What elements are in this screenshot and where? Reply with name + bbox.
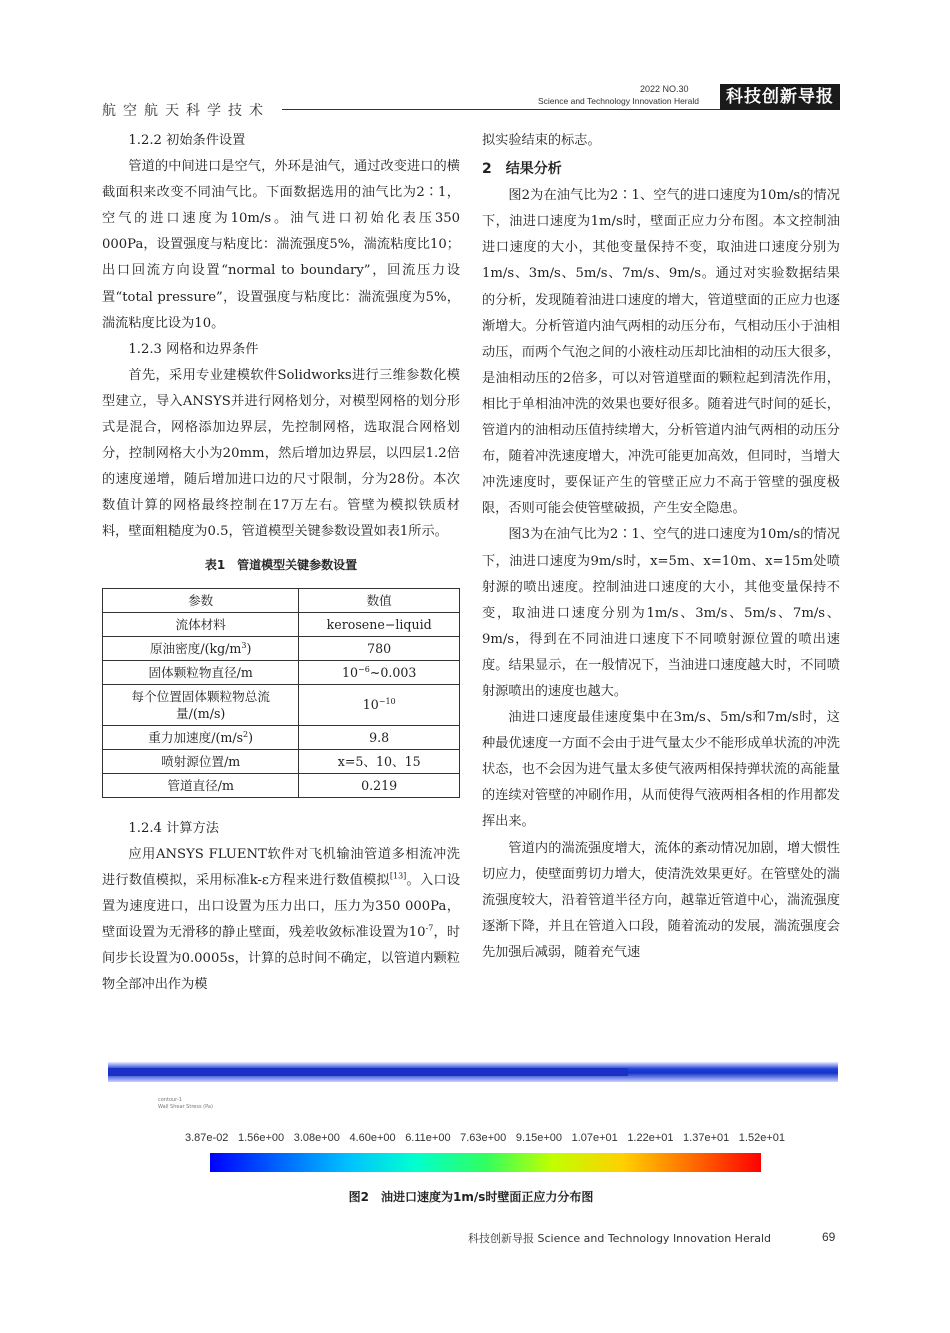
citation: [13]: [389, 871, 407, 881]
table-cell-value: [299, 684, 460, 725]
colorbar-tick: 9.15e+00: [515, 1132, 563, 1144]
method-text-b: 。入口设置为速度进口，出口设置为压力出口，压力为350 000Pa，壁面设置为无滑移的静止壁面，残差收敛标准设置为10: [102, 872, 461, 940]
colorbar-ticks: [185, 1132, 785, 1144]
method-text-a: 应用ANSYS FLUENT软件对飞机输油管道多相流冲洗进行数值模拟，采用标准k-ε方程来进行数值模拟: [102, 846, 460, 888]
table-row: [103, 612, 460, 636]
colorbar-tick: 6.11e+00: [405, 1132, 451, 1144]
colorbar: [210, 1153, 761, 1172]
footer-journal: 科技创新导报 Science and Technology Innovation Herald: [468, 1232, 772, 1245]
contour-variable-label: Wall Shear Stress (Pa): [158, 1104, 213, 1110]
paragraph-results-fig3: 图3为在油气比为2∶1、空气的进口速度为10m/s的情况下，油进口速度为9m/s时，x=5m、x=10m、x=15m处喷射源的喷出速度。控制油进口速度的大小，其他变量保持不变，取油进口速度分别为1m/s、3m/s、5m/s、7m/s、9m/s，得到在不同油进口速度下不同喷射源位置的喷出速度。结果显示，在一般情况下，当油进口速度越大时，不同喷射源喷出的速度也越大。: [482, 527, 840, 699]
table-cell-param: [103, 725, 299, 749]
param-superscript: 3: [241, 640, 247, 650]
value-base: 10: [341, 664, 358, 680]
left-column: [102, 128, 460, 998]
param-tail: ): [246, 640, 252, 656]
exponent: -7: [425, 923, 434, 933]
paragraph-mesh: 首先，采用专业建模软件Solidworks进行三维参数化模型建立，导入ANSYS并进行网格划分，对模型网格的划分形式是混合，网格添加边界层，先控制网格，选取混合网格划分，控制网格大小为20mm，然后增加边界层，以四层1.2倍的速度递增，随后增加进口边的尺寸限制，分为28份。本次数值计算的网格最终控制在17万左右。管壁为模拟铁质材料，壁面粗糙度为0.5，管道模型关键参数设置如表1所示。: [102, 367, 460, 540]
figure-2-caption: 图2 油进口速度为1m/s时壁面正应力分布图: [348, 1190, 594, 1204]
page-number: 69: [822, 1230, 836, 1244]
colorbar-tick: 1.22e+01: [627, 1132, 674, 1144]
table-row: [103, 636, 460, 660]
colorbar-tick: 1.07e+01: [571, 1132, 618, 1144]
table-cell-param: 固体颗粒物直径/m: [103, 660, 299, 684]
value-superscript: −6: [357, 664, 370, 674]
paragraph-results-fig2: 图2为在油气比为2∶1、空气的进口速度为10m/s的情况下，油进口速度为1m/s时，壁面正应力分布图。本文控制油进口速度的大小，其他变量保持不变，取油进口速度分别为1m/s、3m/s、5m/s、7m/s、9m/s。通过对实验数据结果的分析，发现随着油进口速度的增大，管道壁面的正应力也逐渐增大。分析管道内油气两相的动压分布，气相动压小于油相动压，而两个气泡之间的小液柱动压却比油相的动压大很多，是油相动压的2倍多，可以对管道壁面的颗粒起到清洗作用，相比于单相油冲洗的效果也要好很多。随着进气时间的延长，管道内的油相动压值持续增大，分析管道内油气两相的动压分布，随着冲洗速度增大，冲洗可能更加高效，但同时，当增大冲洗速度时，要保证产生的管壁正应力不高于管壁的强度极限，否则可能会使管壁破损，产生安全隐患。: [482, 188, 840, 517]
table-cell-value: 9.8: [299, 725, 460, 749]
param-tail: ): [248, 729, 254, 745]
table-cell-param: 每个位置固体颗粒物总流量/(m/s): [103, 684, 299, 725]
header-rule: [282, 109, 720, 110]
value-tail: ~0.003: [369, 664, 417, 680]
table-header-row: [103, 588, 460, 612]
pipe-contour-band: [108, 1068, 628, 1076]
journal-brand: 科技创新导报: [720, 84, 840, 110]
colorbar-tick: 3.87e-02: [185, 1132, 229, 1144]
table-header-value: 数值: [299, 588, 460, 612]
table-row: [103, 749, 460, 773]
colorbar-tick: 1.37e+01: [683, 1132, 730, 1144]
value-superscript: −10: [378, 696, 396, 706]
table-cell-param: 流体材料: [103, 612, 299, 636]
contour-label: contour-1: [158, 1097, 182, 1103]
table-cell-value: [299, 660, 460, 684]
table-cell-value: x=5、10、15: [299, 749, 460, 773]
issue-number: 2022 NO.30: [640, 84, 689, 94]
table-cell-param: 管道直径/m: [103, 773, 299, 797]
table-row: [103, 660, 460, 684]
table-cell-param: 喷射源位置/m: [103, 749, 299, 773]
parameter-table: [102, 588, 460, 798]
paragraph-initial-conditions: 管道的中间进口是空气，外环是油气，通过改变进口的横截面积来改变不同油气比。下面数据选用的油气比为2∶1，空气的进口速度为10m/s。油气进口初始化表压350 000Pa，设置强度与粘度比：湍流强度5%，湍流粘度比10；出口回流方向设置“normal to boundary”，回流压力设置“total pressure”，设置强度与粘度比：湍流强度为5%，湍流粘度比设为10。: [102, 159, 460, 331]
paragraph-turbulence: 管道内的湍流强度增大，流体的紊动情况加剧，增大惯性切应力，使壁面剪切力增大，使清洗效果更好。在管壁处的湍流强度较大，沿着管道半径方向，越靠近管道中心，湍流强度逐渐下降，并且在管道入口段，随着流动的发展，湍流强度会先加强后减弱，随着充气速: [482, 840, 840, 960]
paragraph-method: [102, 842, 460, 999]
right-column: [482, 128, 840, 966]
table-row: [103, 725, 460, 749]
running-head-section: 航空航天科学技术: [102, 103, 270, 119]
heading-1-2-4: 1.2.4 计算方法: [128, 820, 219, 836]
heading-1-2-3: 1.2.3 网格和边界条件: [128, 341, 259, 357]
table-row: [103, 773, 460, 797]
table-cell-param: [103, 636, 299, 660]
journal-name-en: Science and Technology Innovation Herald: [538, 96, 699, 106]
colorbar-tick: 4.60e+00: [349, 1132, 396, 1144]
paragraph-optimal-velocity: 油进口速度最佳速度集中在3m/s、5m/s和7m/s时，这种最优速度一方面不会由于进气量太少不能形成单状流的冲洗状态，也不会因为进气量太多使气液两相保持弹状流的高能量的连续对管壁的冲刷作用，从而使得气液两相各相的作用都发挥出来。: [482, 710, 840, 830]
param-text: 重力加速度/(m/s: [148, 729, 244, 745]
colorbar-tick: 1.56e+00: [237, 1132, 285, 1144]
table-cell-value: 780: [299, 636, 460, 660]
colorbar-tick: 7.63e+00: [460, 1132, 507, 1144]
table-header-param: 参数: [103, 588, 299, 612]
table-row: [103, 684, 460, 725]
param-text: 原油密度/(kg/m: [149, 640, 242, 656]
paragraph-continuation: 拟实验结束的标志。: [482, 133, 601, 148]
table-caption: 表1 管道模型关键参数设置: [204, 557, 358, 572]
param-superscript: 2: [243, 729, 249, 739]
section-2-heading: 2 结果分析: [482, 161, 562, 178]
table-cell-value: 0.219: [299, 773, 460, 797]
value-base: 10: [362, 697, 379, 713]
heading-1-2-2: 1.2.2 初始条件设置: [128, 133, 246, 148]
colorbar-tick: 3.08e+00: [293, 1132, 340, 1144]
table-cell-value: kerosene−liquid: [299, 612, 460, 636]
method-text-c: ，时间步长设置为0.0005s，计算的总时间不确定，以管道内颗粒物全部冲出作为模: [102, 924, 461, 993]
colorbar-tick: 1.52e+01: [738, 1132, 785, 1144]
